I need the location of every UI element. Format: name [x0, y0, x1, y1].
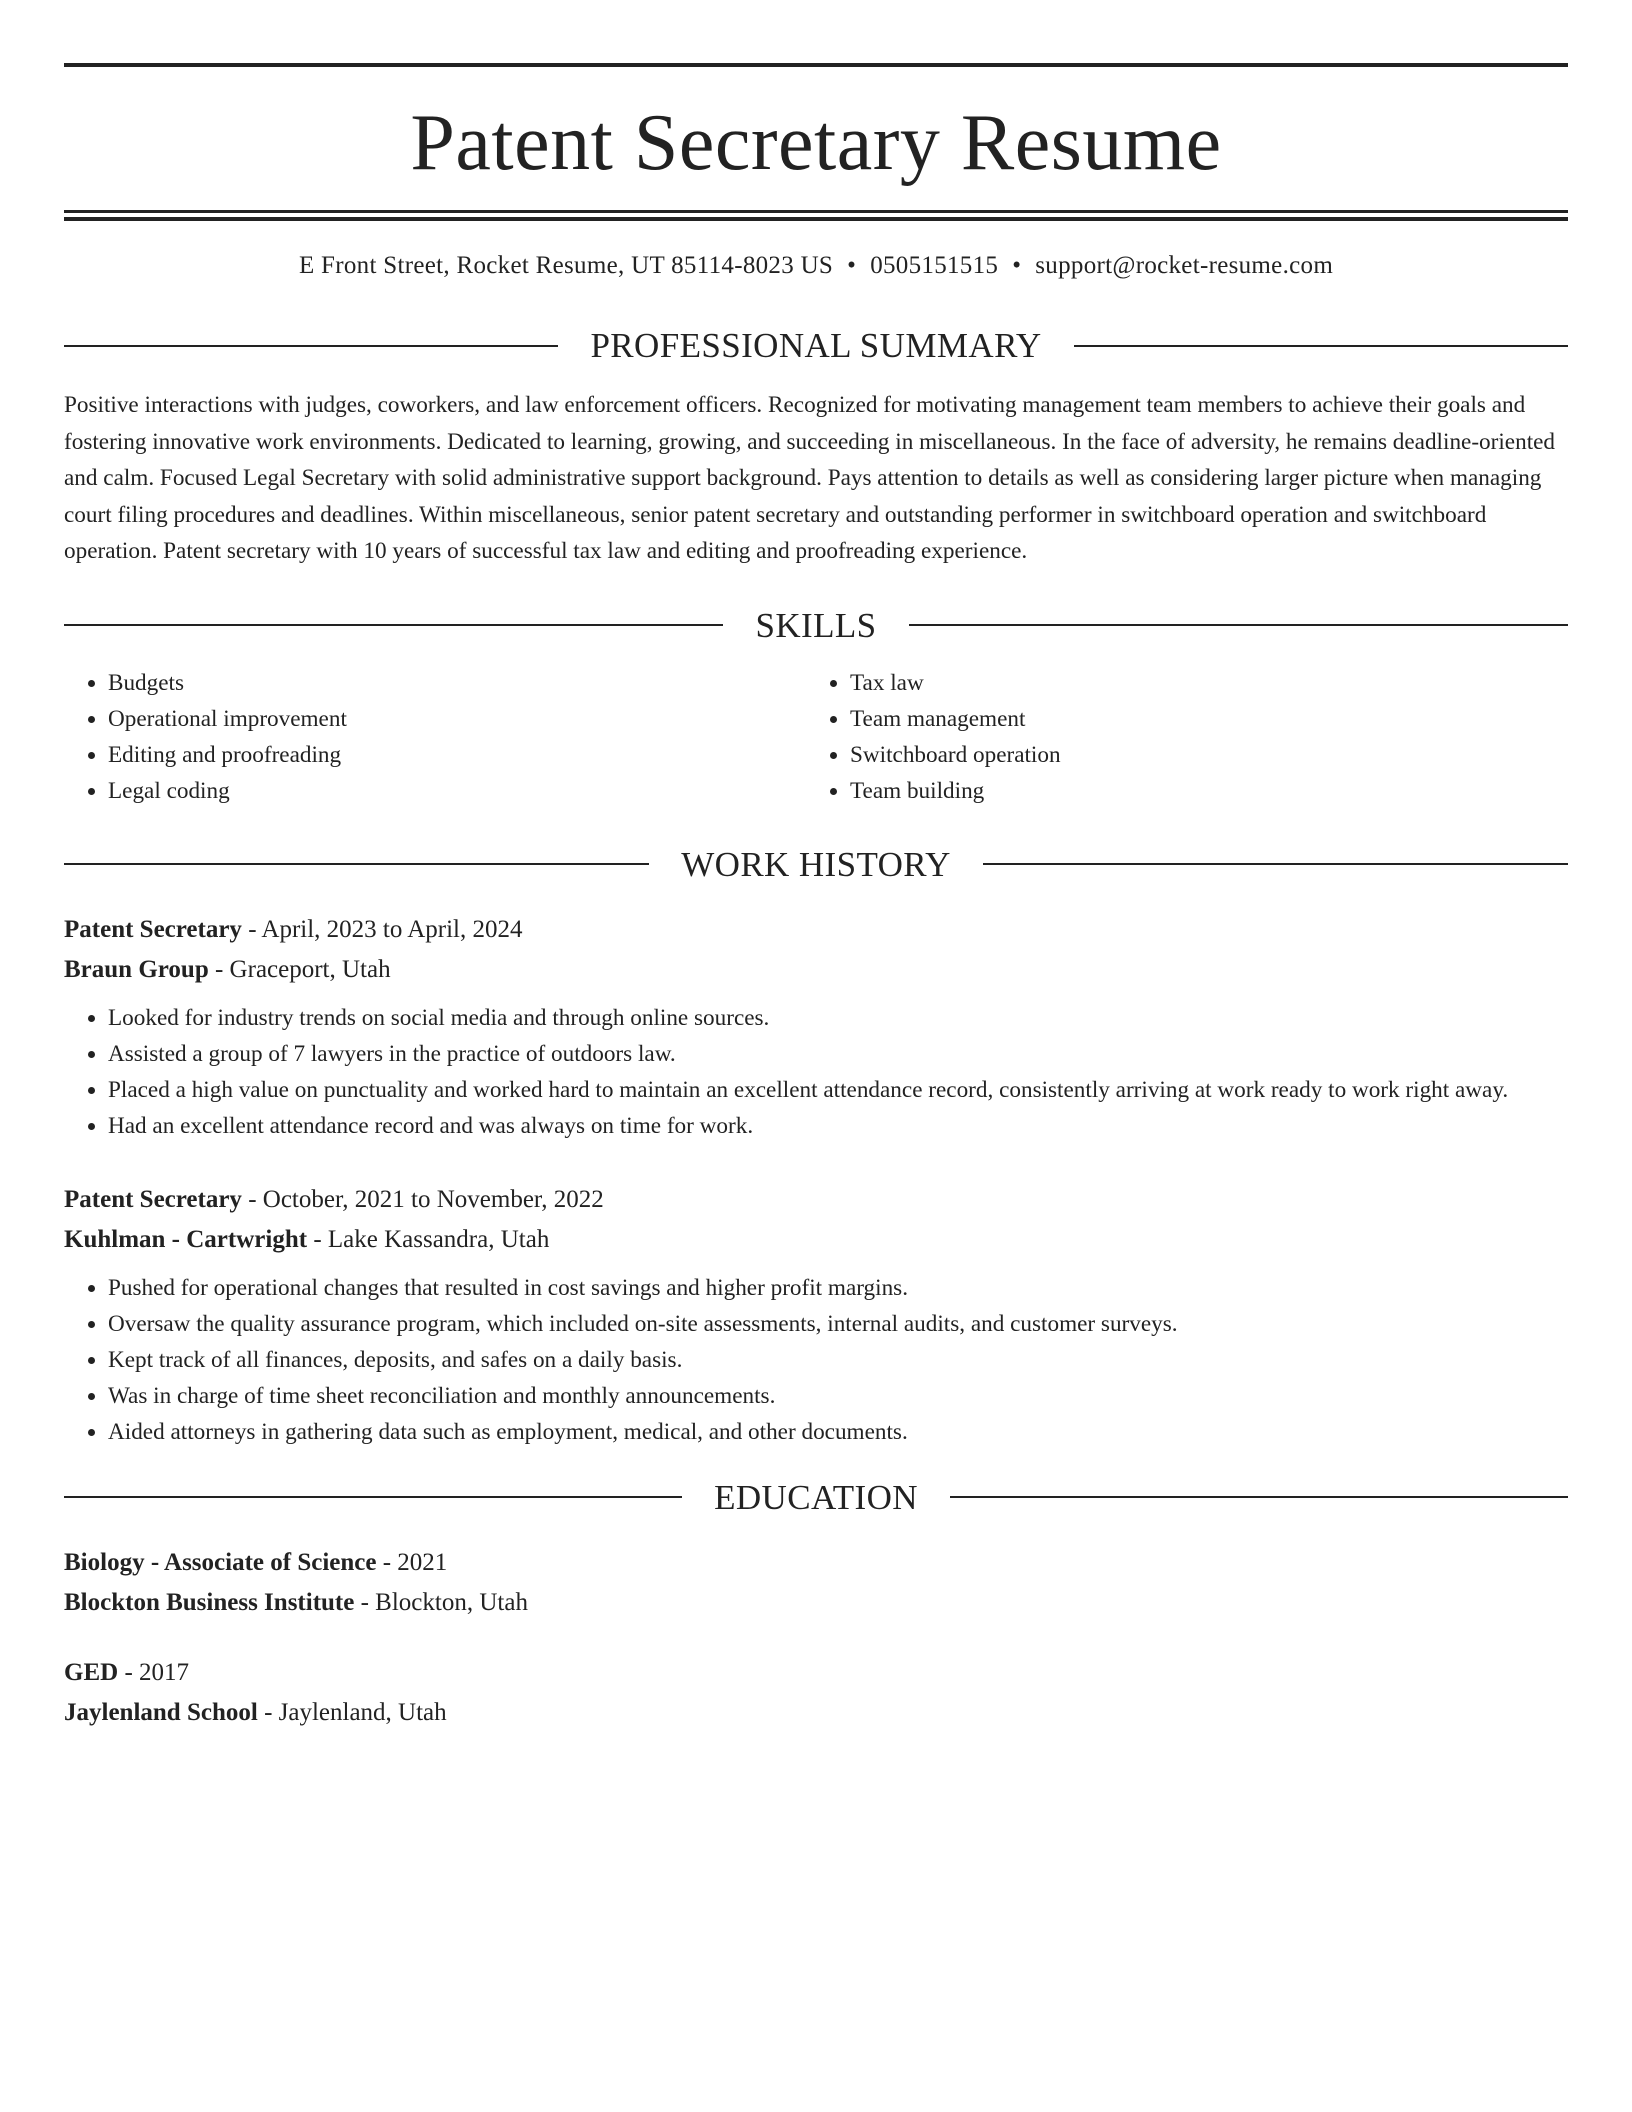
- contact-separator: •: [1012, 252, 1022, 279]
- job-bullet: • Had an excellent attendance record and was always on time for work.: [108, 1108, 1568, 1144]
- education-location: - Blockton, Utah: [354, 1588, 528, 1616]
- job-role: Patent Secretary: [64, 915, 242, 943]
- skill-item: • Budgets: [108, 665, 806, 701]
- professional-summary-text: Positive interactions with judges, coworkers, and law enforcement officers. Recognized for motivating management team members to achieve their goals and fostering innovative work environments. Dedicated to learning, growing, and succeeding in miscellaneous. In the face of adversity, he remains deadline-oriented and calm. Focused Legal Secretary with solid administrative support background. Pays attention to details as well as considering larger picture when managing court filing procedures and deadlines. Within miscellaneous, senior patent secretary and outstanding performer in switchboard operation and switchboard operation. Patent secretary with 10 years of successful tax law and editing and proofreading experience.: [64, 392, 1556, 564]
- work-history-heading-label: WORK HISTORY: [681, 844, 951, 884]
- job-title-line: [64, 910, 1568, 950]
- skill-item: • Legal coding: [108, 773, 806, 809]
- education-location: - Jaylenland, Utah: [257, 1698, 447, 1726]
- education-school: Jaylenland School: [64, 1698, 258, 1726]
- contact-line: [64, 253, 1568, 278]
- contact-address: E Front Street, Rocket Resume, UT 85114-8023 US: [298, 252, 834, 279]
- job-entry: [64, 910, 1568, 1144]
- education-year: - 2021: [376, 1548, 448, 1576]
- heading-rule-left: [64, 863, 649, 865]
- education-heading-label: EDUCATION: [714, 1477, 918, 1517]
- job-bullets: [64, 1000, 1568, 1144]
- summary-section-heading: [64, 328, 1568, 363]
- education-year: - 2017: [118, 1658, 190, 1686]
- education-entry: [64, 1653, 1568, 1733]
- education-degree: GED: [64, 1658, 119, 1686]
- skills-list: [64, 665, 1568, 809]
- job-bullet: • Oversaw the quality assurance program, which included on-site assessments, internal audits, and customer surveys.: [108, 1306, 1568, 1342]
- education-entry: [64, 1543, 1568, 1623]
- skill-item: • Editing and proofreading: [108, 737, 806, 773]
- job-bullet: • Aided attorneys in gathering data such as employment, medical, and other documents.: [108, 1414, 1568, 1450]
- skills-section-heading: [64, 605, 1568, 645]
- heading-rule-left: [64, 345, 558, 347]
- contact-phone: 0505151515: [870, 252, 999, 279]
- job-location: - Graceport, Utah: [208, 955, 391, 983]
- summary-heading-label: PROFESSIONAL SUMMARY: [590, 326, 1042, 365]
- job-bullet: • Assisted a group of 7 lawyers in the practice of outdoors law.: [108, 1036, 1568, 1072]
- title-double-rule: [64, 210, 1568, 221]
- job-bullet: • Pushed for operational changes that resulted in cost savings and higher profit margins.: [108, 1270, 1568, 1306]
- heading-rule-right: [1074, 345, 1568, 347]
- resume-title: Patent Secretary Resume: [410, 99, 1222, 187]
- skills-column-left: [64, 665, 806, 809]
- heading-rule-left: [64, 624, 723, 626]
- education-school: Blockton Business Institute: [64, 1588, 355, 1616]
- work-history-section-heading: [64, 844, 1568, 884]
- skill-item: • Team building: [850, 773, 1548, 809]
- job-title-line: [64, 1180, 1568, 1220]
- job-company-line: [64, 1220, 1568, 1260]
- job-dates: - April, 2023 to April, 2024: [241, 915, 523, 943]
- job-bullet: • Placed a high value on punctuality and worked hard to maintain an excellent attendance record, consistently arriving at work ready to work right away.: [108, 1072, 1568, 1108]
- job-dates: - October, 2021 to November, 2022: [241, 1185, 604, 1213]
- skill-item: • Switchboard operation: [850, 737, 1548, 773]
- education-section-heading: [64, 1477, 1568, 1517]
- job-entry: [64, 1180, 1568, 1450]
- job-bullet: • Was in charge of time sheet reconciliation and monthly announcements.: [108, 1378, 1568, 1414]
- heading-rule-right: [950, 1496, 1568, 1498]
- job-bullets: [64, 1270, 1568, 1450]
- job-company: Kuhlman - Cartwright: [64, 1225, 308, 1253]
- contact-separator: •: [847, 252, 857, 279]
- education-degree: Biology - Associate of Science: [64, 1548, 377, 1576]
- heading-rule-left: [64, 1496, 682, 1498]
- education-school-line: [64, 1583, 1568, 1623]
- job-location: - Lake Kassandra, Utah: [307, 1225, 550, 1253]
- education-degree-line: [64, 1543, 1568, 1583]
- education-degree-line: [64, 1653, 1568, 1693]
- heading-rule-right: [909, 624, 1568, 626]
- skill-item: • Team management: [850, 701, 1548, 737]
- skills-column-right: [806, 665, 1548, 809]
- job-bullet: • Kept track of all finances, deposits, and safes on a daily basis.: [108, 1342, 1568, 1378]
- contact-email[interactable]: support@rocket-resume.com: [1035, 252, 1334, 279]
- skills-heading-label: SKILLS: [755, 605, 877, 645]
- job-company-line: [64, 950, 1568, 990]
- education-school-line: [64, 1693, 1568, 1733]
- job-company: Braun Group: [64, 955, 209, 983]
- skill-item: • Operational improvement: [108, 701, 806, 737]
- job-bullet: • Looked for industry trends on social media and through online sources.: [108, 1000, 1568, 1036]
- job-role: Patent Secretary: [64, 1185, 242, 1213]
- heading-rule-right: [983, 863, 1568, 865]
- skill-item: • Tax law: [850, 665, 1548, 701]
